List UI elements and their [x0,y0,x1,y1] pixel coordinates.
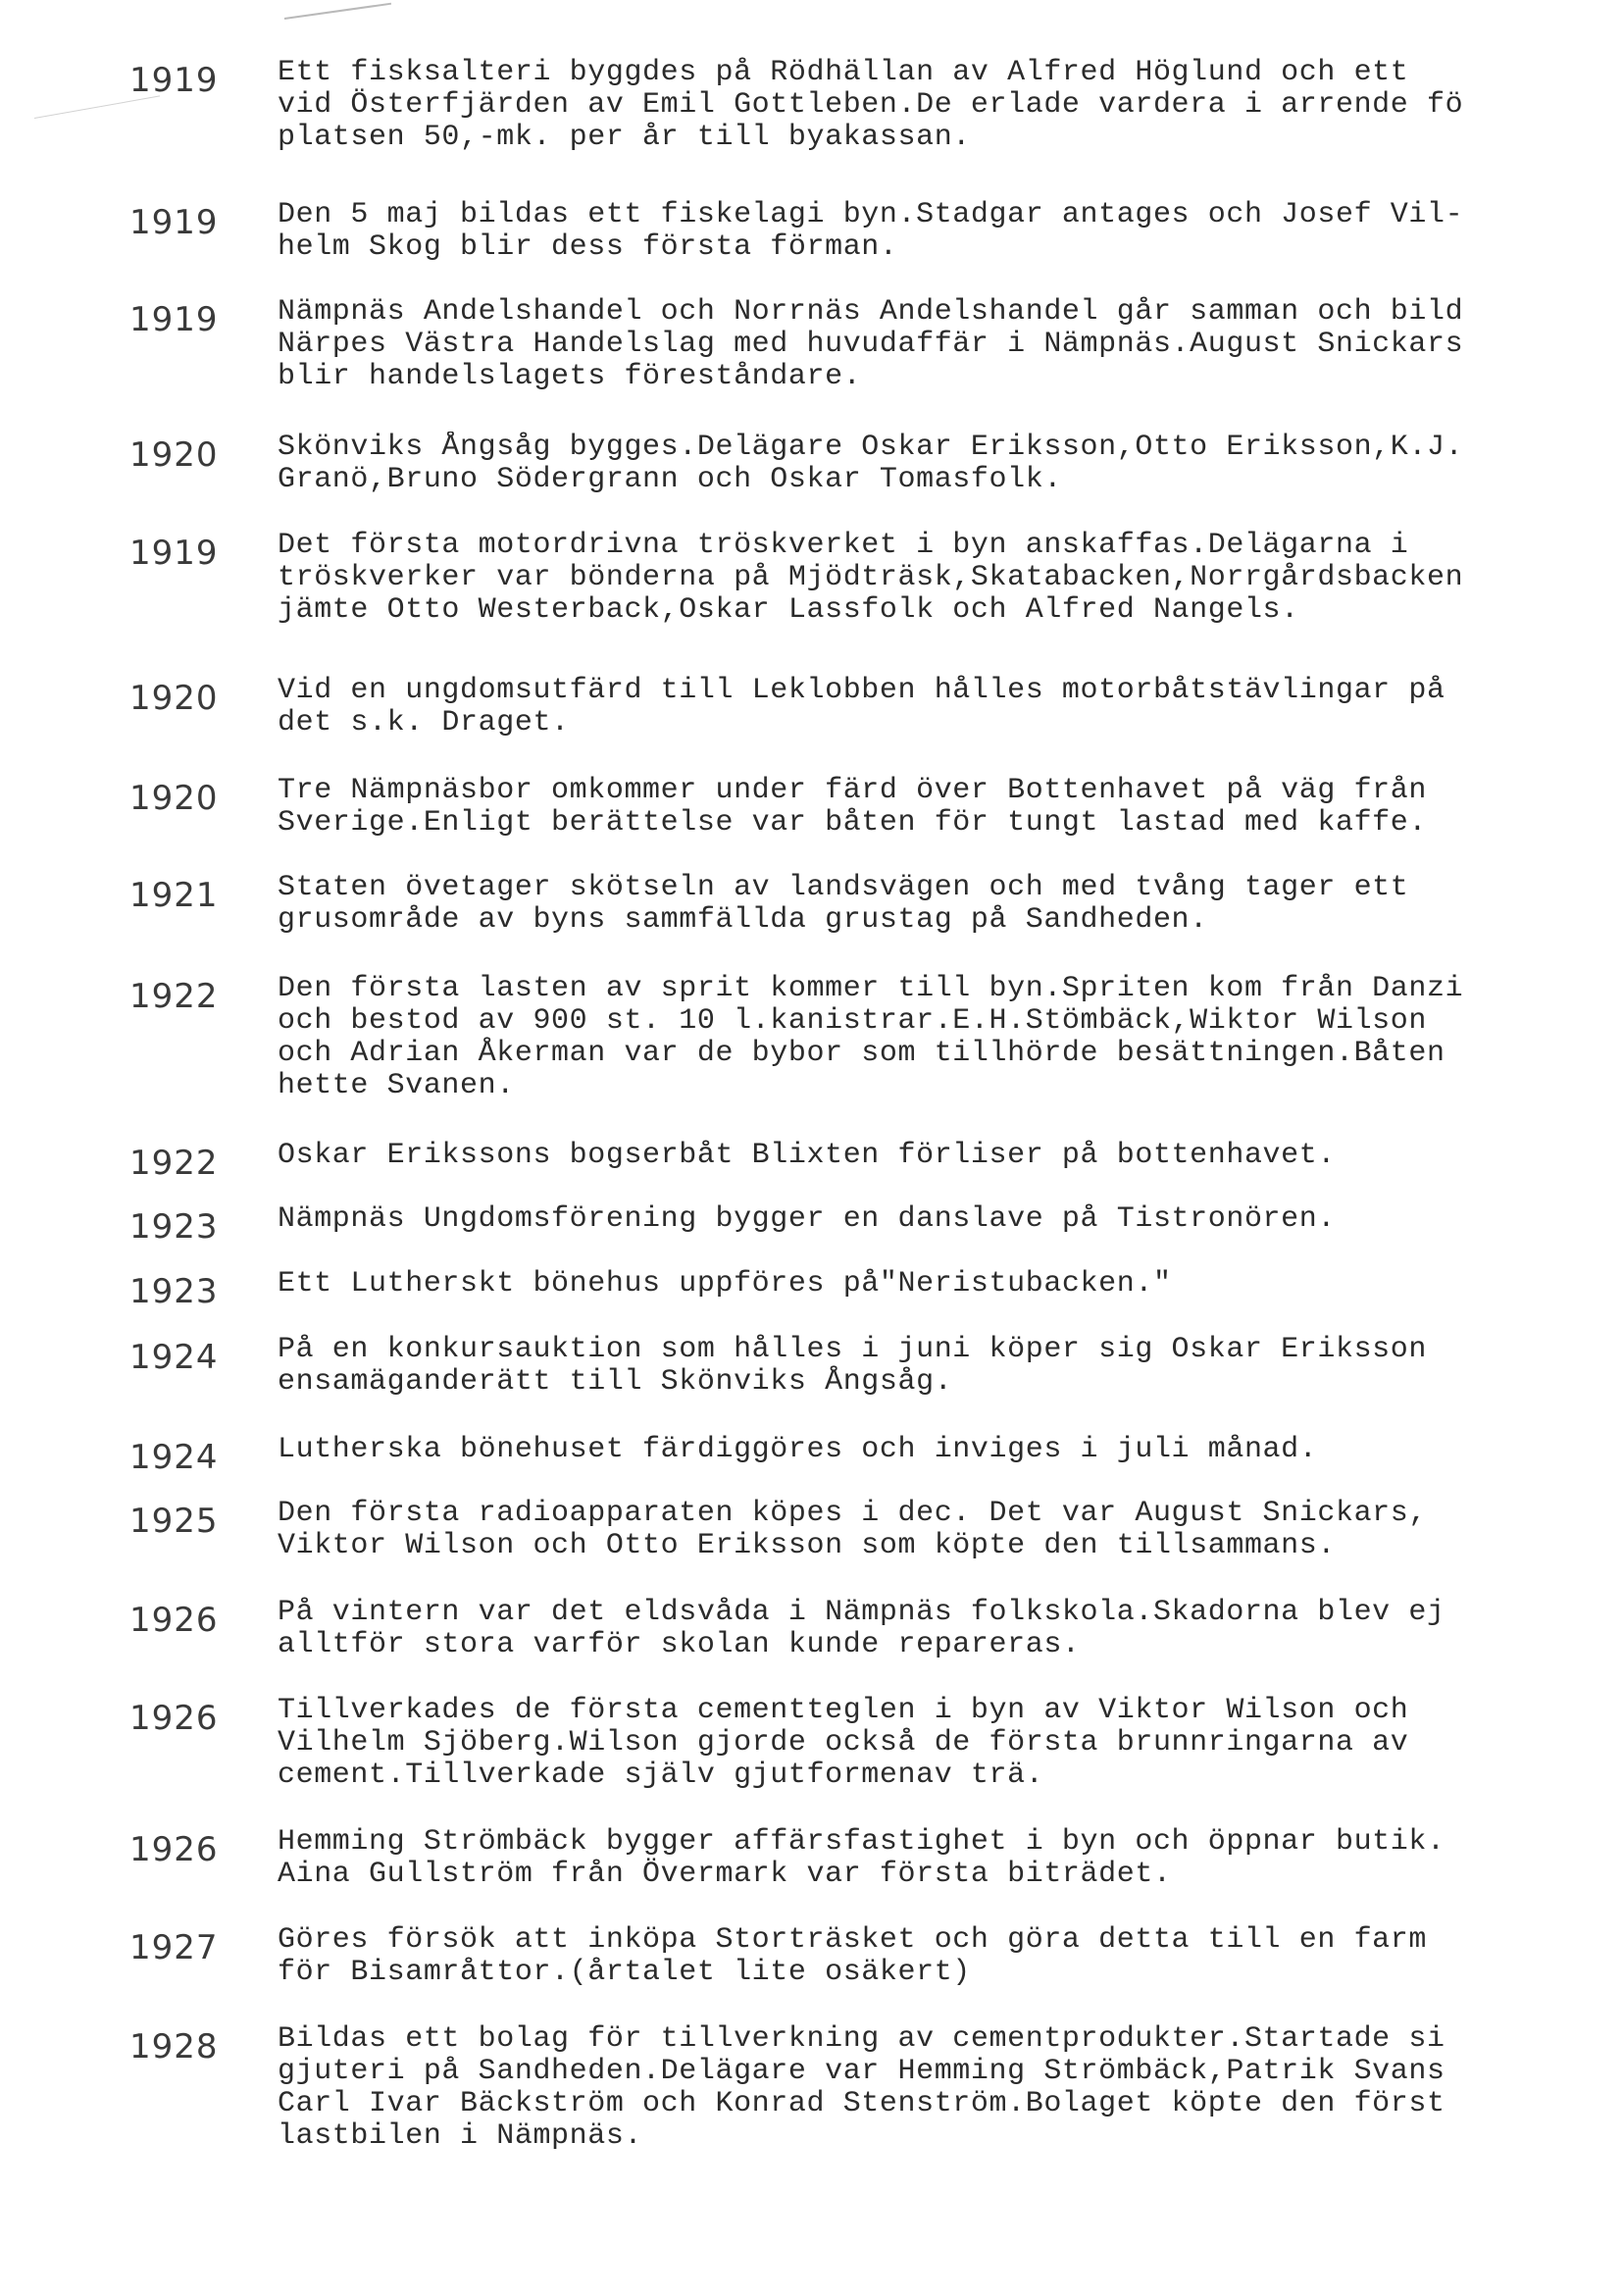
text-line: Aina Gullström från Övermark var första biträdet. [278,1858,1172,1891]
text-line: Ett Lutherskt bönehus uppföres på"Neristubacken." [278,1268,1172,1301]
text-line: alltför stora varför skolan kunde repareras. [278,1628,1081,1661]
text-line: hette Svanen. [278,1069,515,1102]
text-line: Närpes Västra Handelslag med huvudaffär i Nämpnäs.August Snickars [278,328,1464,361]
entry-text [278,2023,1611,2153]
entry-text [278,973,1611,1102]
entry-year: 1919 [129,203,219,242]
entry-text [278,872,1611,937]
entry-year: 1921 [129,876,219,915]
text-line: helm Skog blir dess första förman. [278,230,898,264]
entry-year: 1928 [129,2027,219,2066]
entry-year: 1924 [129,1338,219,1377]
text-line: Den första radioapparaten köpes i dec. Det var August Snickars, [278,1498,1427,1530]
entry-text [278,296,1611,393]
text-line: lastbilen i Nämpnäs. [278,2119,643,2153]
entry-year: 1923 [129,1272,219,1311]
text-line: och Adrian Åkerman var de bybor som tillhörde besättningen.Båten [278,1037,1445,1070]
entry-text [278,57,1611,154]
text-line: Göres försök att inköpa Storträsket och göra detta till en farm [278,1924,1427,1957]
text-line: Staten övetager skötseln av landsvägen och med tvång tager ett [278,872,1409,904]
text-line: Bildas ett bolag för tillverkning av cementprodukter.Startade si [278,2023,1445,2056]
entry-year: 1919 [129,61,219,100]
entry-text [278,1924,1611,1989]
entry-year: 1925 [129,1502,219,1541]
entry-text [278,1695,1611,1792]
text-line: platsen 50,-mk. per år till byakassan. [278,121,971,154]
text-line: Ett fisksalteri byggdes på Rödhällan av Alfred Höglund och ett [278,57,1409,89]
text-line: Lutherska bönehuset färdiggöres och inviges i juli månad. [278,1434,1318,1466]
text-line: ensamäganderätt till Skönviks Ångsåg. [278,1365,953,1399]
text-line: cement.Tillverkade själv gjutformenav trä. [278,1759,1044,1792]
entry-year: 1926 [129,1830,219,1869]
entry-text [278,1434,1611,1466]
entry-year: 1919 [129,534,219,573]
text-line: blir handelslagets föreståndare. [278,360,862,393]
text-line: Det första motordrivna tröskverket i byn anskaffas.Delägarna i [278,530,1409,562]
text-line: det s.k. Draget. [278,706,570,740]
entry-text [278,1498,1611,1562]
entry-text [278,1334,1611,1399]
entry-text [278,530,1611,627]
entry-year: 1922 [129,977,219,1016]
entry-text [278,775,1611,840]
text-line: grusområde av byns sammfällda grustag på Sandheden. [278,903,1208,937]
entry-year: 1926 [129,1601,219,1640]
text-line: tröskverker var bönderna på Mjödträsk,Skatabacken,Norrgårdsbacken [278,561,1464,594]
text-line: gjuteri på Sandheden.Delägare var Hemming Strömbäck,Patrik Svans [278,2055,1445,2088]
entry-text [278,1140,1611,1172]
text-line: Tillverkades de första cementteglen i byn av Viktor Wilson och [278,1695,1409,1727]
entry-text [278,1268,1611,1301]
text-line: Oskar Erikssons bogserbåt Blixten förliser på bottenhavet. [278,1140,1336,1172]
text-line: Granö,Bruno Södergrann och Oskar Tomasfolk. [278,463,1062,496]
entry-year: 1920 [129,779,219,818]
text-line: Sverige.Enligt berättelse var båten för tungt lastad med kaffe. [278,806,1427,840]
text-line: På en konkursauktion som hålles i juni köper sig Oskar Eriksson [278,1334,1427,1366]
text-line: Hemming Strömbäck bygger affärsfastighet i byn och öppnar butik. [278,1826,1445,1859]
entry-text [278,1597,1611,1661]
text-line: för Bisamråttor.(årtalet lite osäkert) [278,1956,971,1989]
text-line: vid Österfjärden av Emil Gottleben.De erlade vardera i arrende fö [278,88,1464,122]
text-line: Nämpnäs Andelshandel och Norrnäs Andelshandel går samman och bild [278,296,1464,329]
text-line: jämte Otto Westerback,Oskar Lassfolk och Alfred Nangels. [278,593,1299,627]
text-line: Vid en ungdomsutfärd till Leklobben hålles motorbåtstävlingar på [278,675,1445,707]
entry-year: 1924 [129,1438,219,1477]
text-line: Carl Ivar Bäckström och Konrad Stenström.Bolaget köpte den först [278,2087,1445,2120]
text-line: Nämpnäs Ungdomsförening bygger en danslave på Tistronören. [278,1203,1336,1236]
entry-year: 1927 [129,1928,219,1967]
entry-text [278,199,1611,264]
entry-text [278,432,1611,496]
text-line: Skönviks Ångsåg bygges.Delägare Oskar Eriksson,Otto Eriksson,K.J. [278,432,1464,464]
entry-year: 1920 [129,679,219,718]
text-line: Vilhelm Sjöberg.Wilson gjorde också de första brunnringarna av [278,1726,1409,1760]
entry-text [278,1826,1611,1891]
text-line: Viktor Wilson och Otto Eriksson som köpte den tillsammans. [278,1529,1336,1562]
text-line: På vintern var det eldsvåda i Nämpnäs folkskola.Skadorna blev ej [278,1597,1445,1629]
entry-year: 1926 [129,1699,219,1738]
text-line: Den 5 maj bildas ett fiskelagi byn.Stadgar antages och Josef Vil- [278,199,1464,231]
entry-year: 1922 [129,1144,219,1183]
text-line: Den första lasten av sprit kommer till byn.Spriten kom från Danzi [278,973,1464,1005]
entry-text [278,1203,1611,1236]
text-line: Tre Nämpnäsbor omkommer under färd över Bottenhavet på väg från [278,775,1427,807]
entry-text [278,675,1611,740]
entry-year: 1923 [129,1207,219,1247]
entry-year: 1919 [129,300,219,339]
entry-year: 1920 [129,435,219,475]
text-line: och bestod av 900 st. 10 l.kanistrar.E.H.Stömbäck,Wiktor Wilson [278,1004,1427,1038]
